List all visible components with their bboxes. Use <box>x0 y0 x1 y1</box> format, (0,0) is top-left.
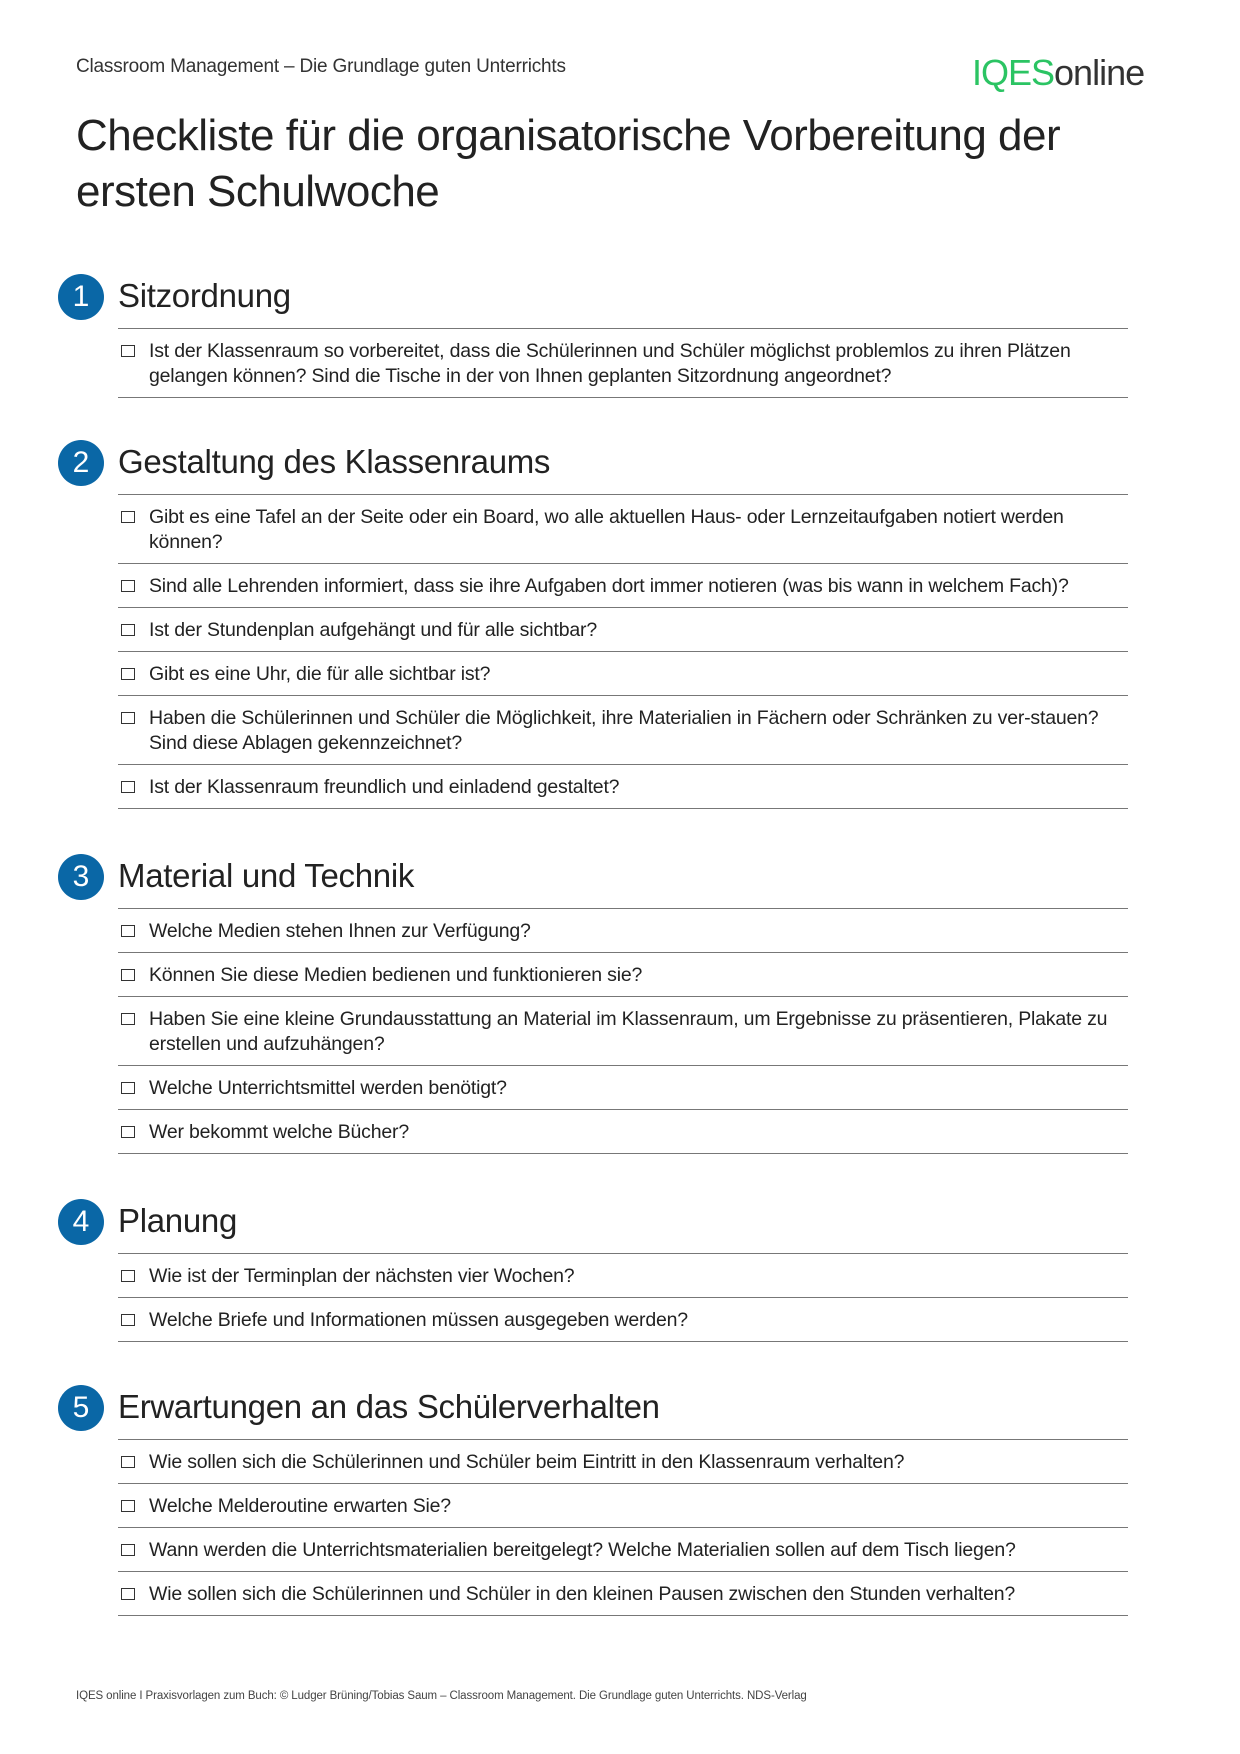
checklist-item-text: Sind alle Lehrenden informiert, dass sie ihre Aufgaben dort immer notieren (was bis wann in welchem Fach)? <box>149 575 1069 597</box>
checklist-item-text: Können Sie diese Medien bedienen und funktionieren sie? <box>149 964 643 986</box>
checkbox[interactable] <box>121 624 135 636</box>
checklist-item <box>118 329 1128 398</box>
section-header <box>58 1383 1128 1435</box>
checklist-item-text: Welche Briefe und Informationen müssen ausgegeben werden? <box>149 1309 688 1331</box>
section-number-badge: 3 <box>58 854 104 900</box>
checklist-item <box>118 652 1128 696</box>
checklist-item <box>118 1066 1128 1110</box>
checkbox[interactable] <box>121 1270 135 1282</box>
checklist-item-text: Ist der Klassenraum freundlich und einladend gestaltet? <box>149 776 620 798</box>
checklist-item-text: Welche Unterrichtsmittel werden benötigt? <box>149 1077 507 1099</box>
section-title: Gestaltung des Klassenraums <box>118 443 551 480</box>
page-footer: IQES online I Praxisvorlagen zum Buch: © Ludger Brüning/Tobias Saum – Classroom Management. Die Grundlage guten Unterrichts. NDS-Verlag <box>76 1690 807 1702</box>
checklist-item <box>118 1572 1128 1616</box>
checklist-item <box>118 1440 1128 1484</box>
section-number-badge: 2 <box>58 440 104 486</box>
checklist <box>118 1439 1128 1616</box>
checklist-item <box>118 997 1128 1066</box>
section-title: Planung <box>118 1202 238 1239</box>
checklist-item <box>118 953 1128 997</box>
checkbox[interactable] <box>121 580 135 592</box>
checklist <box>118 328 1128 398</box>
checklist-item <box>118 608 1128 652</box>
section-header <box>58 852 1128 904</box>
checklist-item-text: Wie ist der Terminplan der nächsten vier Wochen? <box>149 1265 575 1287</box>
section-title: Material und Technik <box>118 857 415 894</box>
checklist-item-text: Welche Medien stehen Ihnen zur Verfügung? <box>149 920 531 942</box>
checklist-item-text: Wie sollen sich die Schülerinnen und Schüler in den kleinen Pausen zwischen den Stunden verhalten? <box>149 1583 1016 1605</box>
checklist-item-text: Ist der Stundenplan aufgehängt und für alle sichtbar? <box>149 619 597 641</box>
checkbox[interactable] <box>121 668 135 680</box>
checkbox[interactable] <box>121 1126 135 1138</box>
checklist-item <box>118 909 1128 953</box>
checklist <box>118 908 1128 1154</box>
checklist <box>118 1253 1128 1342</box>
checkbox[interactable] <box>121 511 135 523</box>
section-title: Erwartungen an das Schülerverhalten <box>118 1388 660 1425</box>
section-header <box>58 1197 1128 1249</box>
checkbox[interactable] <box>121 925 135 937</box>
checklist-item <box>118 1254 1128 1298</box>
checklist-item-text: Welche Melderoutine erwarten Sie? <box>149 1495 451 1517</box>
section-number-badge: 4 <box>58 1199 104 1245</box>
logo-text-online: online <box>1054 52 1145 93</box>
checkbox[interactable] <box>121 1082 135 1094</box>
checklist-item <box>118 564 1128 608</box>
checkbox[interactable] <box>121 781 135 793</box>
checklist-item <box>118 495 1128 564</box>
checkbox[interactable] <box>121 1500 135 1512</box>
section-header <box>58 272 1128 324</box>
checklist-item-text: Wer bekommt welche Bücher? <box>149 1121 409 1143</box>
checklist-item <box>118 765 1128 809</box>
checklist <box>118 494 1128 809</box>
checklist-item-text: Wann werden die Unterrichtsmaterialien bereitgelegt? Welche Materialien sollen auf dem Tisch liegen? <box>149 1539 1016 1561</box>
section-material-technik <box>58 852 1128 1154</box>
page-title: Checkliste für die organisatorische Vorbereitung der ersten Schulwoche <box>76 111 1061 216</box>
checklist-item <box>118 1528 1128 1572</box>
section-header <box>58 438 1128 490</box>
checklist-item-text: Wie sollen sich die Schülerinnen und Schüler beim Eintritt in den Klassenraum verhalten? <box>149 1451 905 1473</box>
iqes-online-logo <box>972 52 1144 94</box>
checklist-item-text: Ist der Klassenraum so vorbereitet, dass die Schülerinnen und Schüler möglichst problemlos zu ihren Plätzen gelangen können? Sind die Tische in der von Ihnen geplanten Sitzordnung angeordnet? <box>149 340 1071 387</box>
checkbox[interactable] <box>121 1013 135 1025</box>
section-gestaltung <box>58 438 1128 809</box>
checklist-item-text: Gibt es eine Tafel an der Seite oder ein Board, wo alle aktuellen Haus- oder Lernzeitaufgaben notiert werden können? <box>149 506 1064 553</box>
checkbox[interactable] <box>121 1544 135 1556</box>
checkbox[interactable] <box>121 345 135 357</box>
section-erwartungen <box>58 1383 1128 1616</box>
checklist-item <box>118 1298 1128 1342</box>
checkbox[interactable] <box>121 1456 135 1468</box>
checklist-item-text: Gibt es eine Uhr, die für alle sichtbar ist? <box>149 663 491 685</box>
checklist-item-text: Haben die Schülerinnen und Schüler die Möglichkeit, ihre Materialien in Fächern oder Schränken zu ver-stauen? Sind diese Ablagen gekennzeichnet? <box>149 707 1099 754</box>
checkbox[interactable] <box>121 712 135 724</box>
section-planung <box>58 1197 1128 1342</box>
checklist-item <box>118 1110 1128 1154</box>
document-header-subtitle: Classroom Management – Die Grundlage guten Unterrichts <box>76 56 566 77</box>
checklist-item <box>118 696 1128 765</box>
checkbox[interactable] <box>121 1588 135 1600</box>
checklist-item-text: Haben Sie eine kleine Grundausstattung an Material im Klassenraum, um Ergebnisse zu präsentieren, Plakate zu erstellen und aufzuhängen? <box>149 1008 1108 1055</box>
logo-text-iqes: IQES <box>972 52 1055 93</box>
checklist-item <box>118 1484 1128 1528</box>
section-number-badge: 1 <box>58 274 104 320</box>
section-sitzordnung <box>58 272 1128 398</box>
section-number-badge: 5 <box>58 1385 104 1431</box>
checkbox[interactable] <box>121 969 135 981</box>
section-title: Sitzordnung <box>118 277 291 314</box>
checkbox[interactable] <box>121 1314 135 1326</box>
